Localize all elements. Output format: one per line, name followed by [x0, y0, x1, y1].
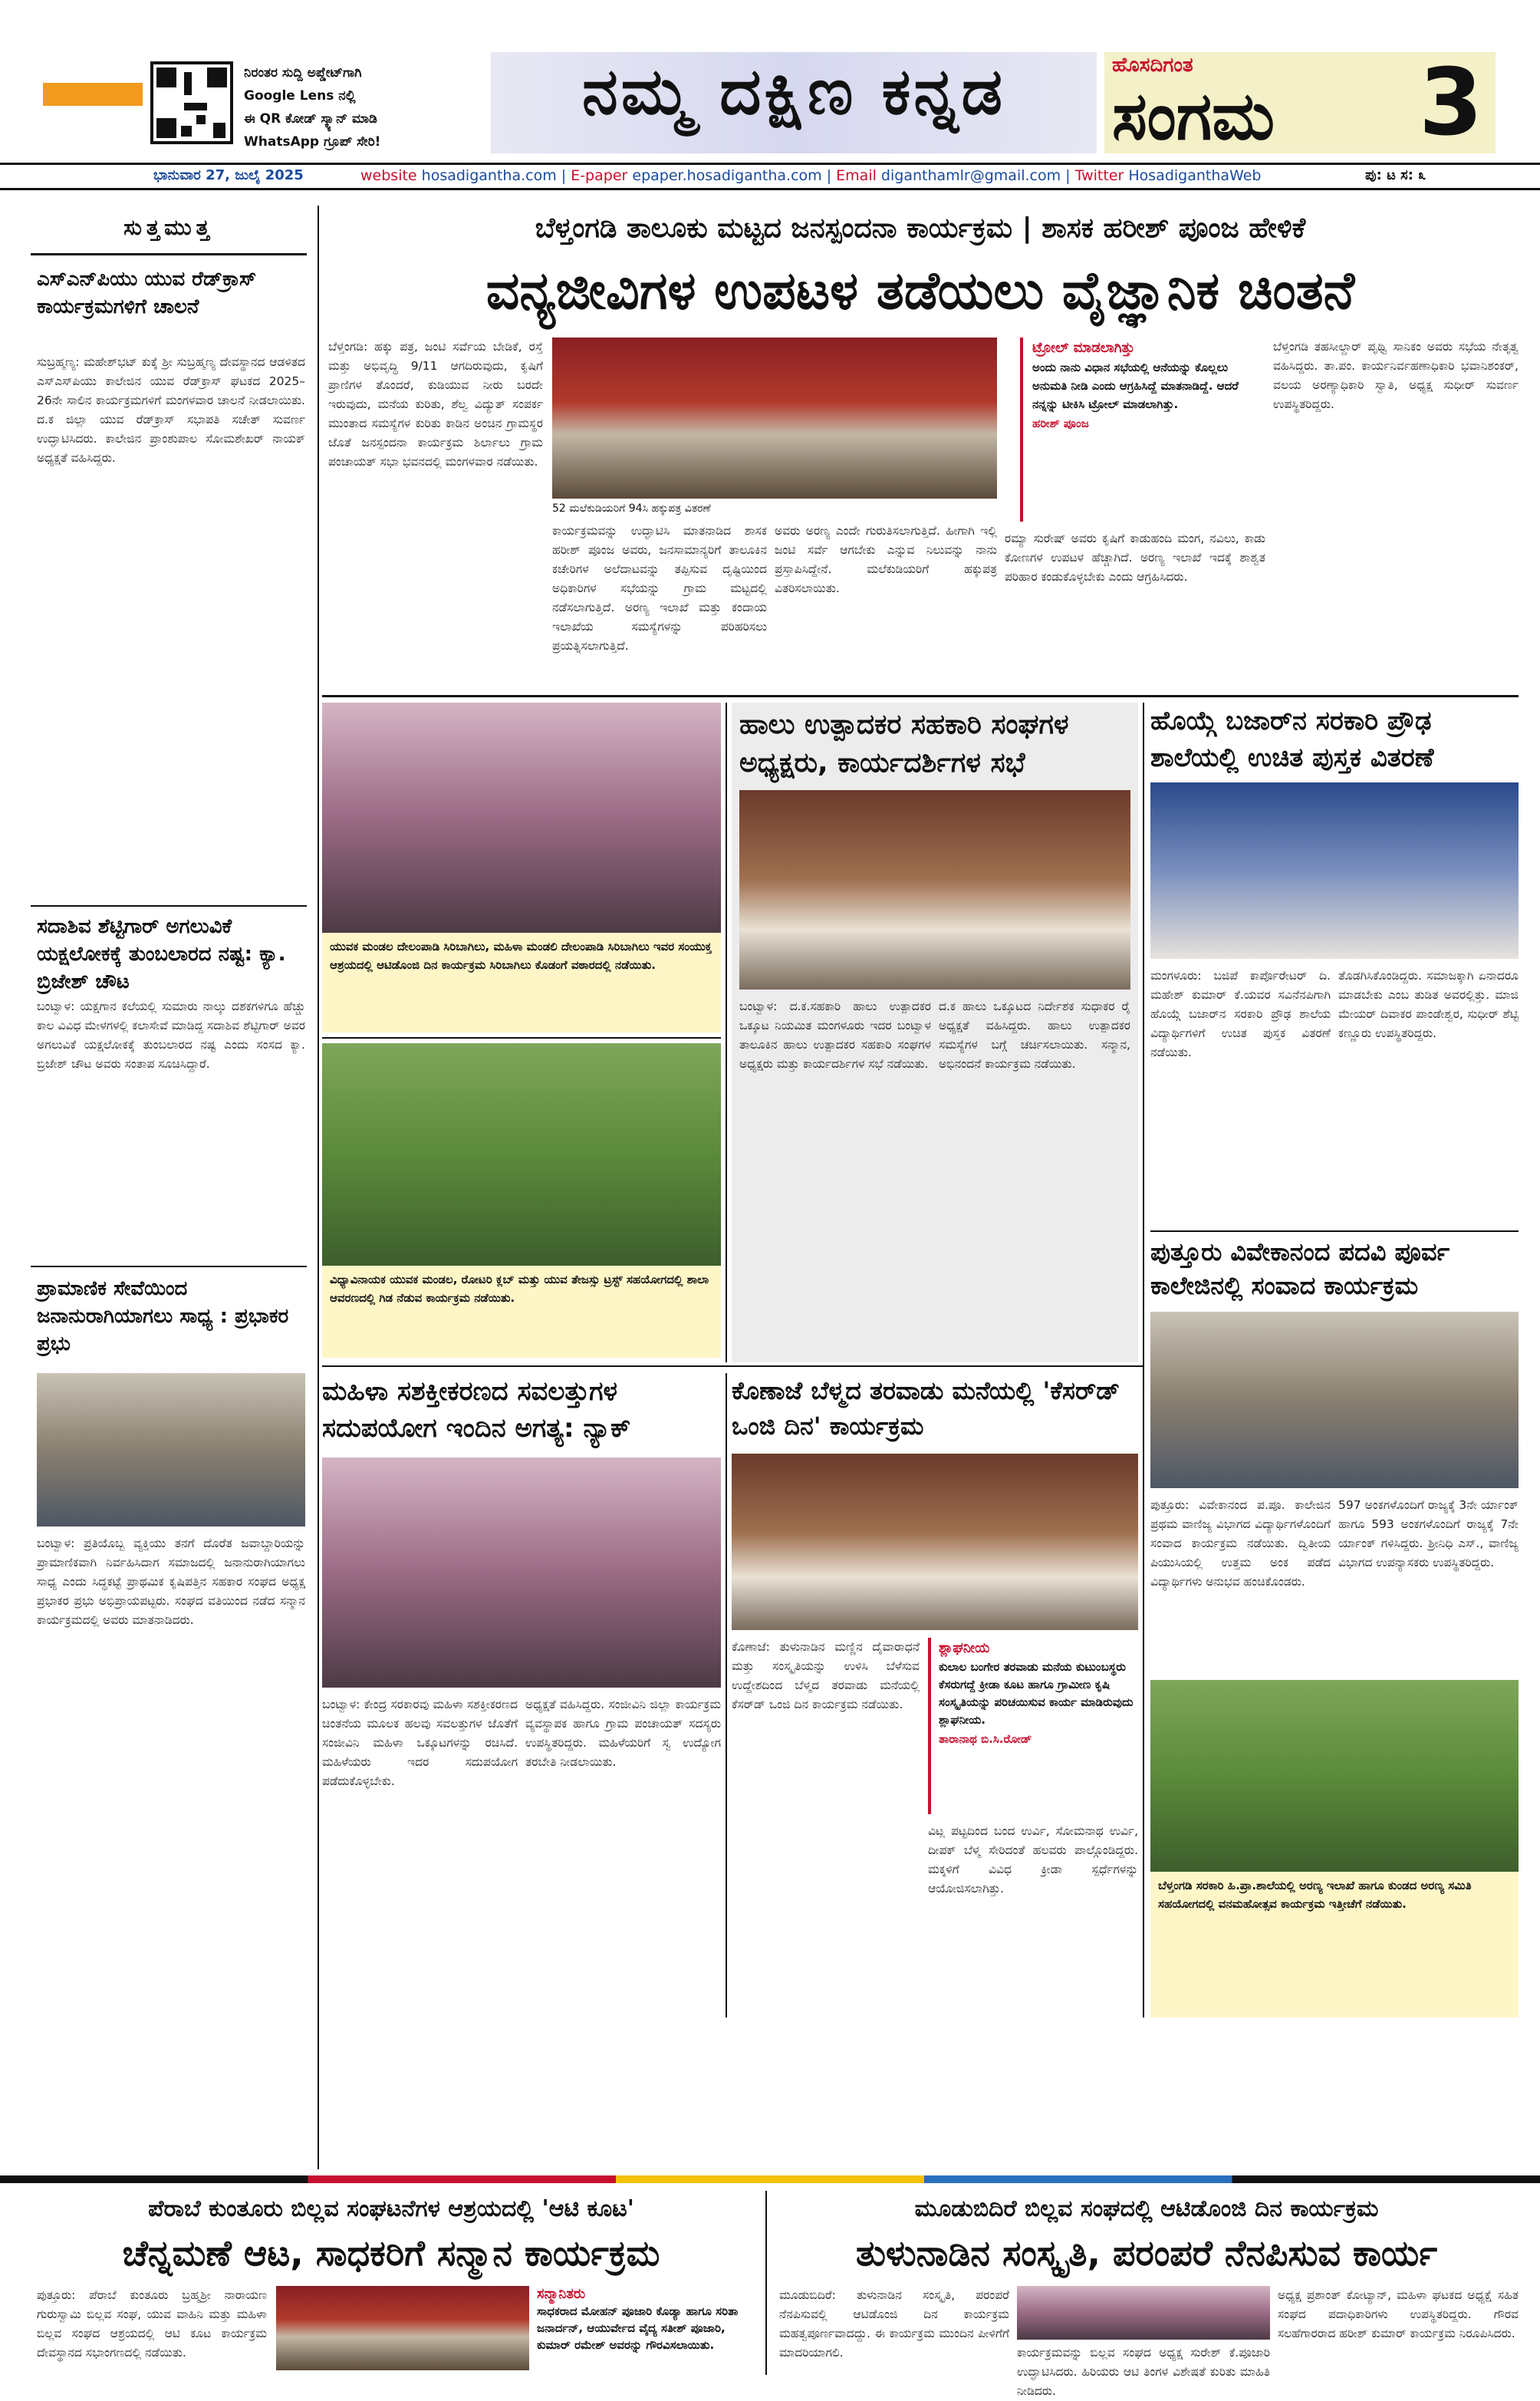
books-headline[interactable]: ಹೊಯ್ಗೆ ಬಜಾರ್‌ನ ಸರಕಾರಿ ಪ್ರೌಢ ಶಾಲೆಯಲ್ಲಿ ಉಚಿತ ಪುಸ್ತಕ ವಿತರಣೆ — [1150, 706, 1434, 773]
lead-col-2: ಕಾರ್ಯಕ್ರಮವನ್ನು ಉದ್ಘಾಟಿಸಿ ಮಾತನಾಡಿದ ಶಾಸಕ ಹರೀಶ್ ಪೂಂಜ ಅವರು, ಜನಸಾಮಾನ್ಯರಿಗೆ ತಾಲೂಕಿನ ಕಚೇರಿಗಳ ಅಲೆದಾಟವನ್ನು ತಪ್ಪಿಸುವ ದೃಷ್ಟಿಯಿಂದ ಅಧಿಕಾರಿಗಳ ಸಭೆಯನ್ನು ಗ್ರಾಮ ಮಟ್ಟದಲ್ಲಿ ನಡೆಸಲಾಗುತ್ತಿದೆ. ಅರಣ್ಯ ಇಲಾಖೆ ಮತ್ತು ಕಂದಾಯ ಇಲಾಖೆಯ ಸಮಸ್ಯೆಗಳನ್ನು ಪರಿಹರಿಸಲು ಪ್ರಯತ್ನಿಸಲಾಗುತ್ತಿದೆ. — [552, 524, 767, 653]
website-label: website — [360, 167, 417, 184]
puttur-col-2: 597 ಅಂಕಗಳೊಂದಿಗೆ ರಾಜ್ಯಕ್ಕೆ 3ನೇ ರ್ಯಾಂಕ್ ಹಾಗೂ 593 ಅಂಕಗಳೊಂದಿಗೆ ರಾಜ್ಯಕ್ಕೆ 7ನೇ ರ್ಯಾಂಕ್ ಗಳಿಸಿದ್ದರು. ಶ್ರೀನಿಧಿ ಎಸ್., ವಾಣಿಜ್ಯ ವಿಭಾಗದ ಉಪನ್ಯಾಸಕರು ಉಪಸ್ಥಿತರಿದ್ದರು. — [1338, 1498, 1519, 1569]
column-divider — [765, 2191, 767, 2375]
puttur-headline[interactable]: ಪುತ್ತೂರು ವಿವೇಕಾನಂದ ಪದವಿ ಪೂರ್ವ ಕಾಲೇಜಿನಲ್ಲಿ ಸಂವಾದ ಕಾರ್ಯಕ್ರಮ — [1150, 1237, 1450, 1300]
forest-caption: ಬೆಳ್ತಂಗಡಿ ಸರಕಾರಿ ಹಿ.ಪ್ರಾ.ಶಾಲೆಯಲ್ಲಿ ಅರಣ್ಯ ಇಲಾಖೆ ಹಾಗೂ ಕುಂಡದ ಅರಣ್ಯ ಸಮಿತಿ ಸಹಯೋಗದಲ್ಲಿ ವನಮಹೋತ್ಸವ ಕಾರ್ಯಕ್ರಮ ಇತ್ತೀಚೆಗೆ ನಡೆಯಿತು. — [1150, 1872, 1519, 2017]
email-link[interactable]: diganthamlr@gmail.com — [880, 167, 1061, 184]
contact-links: website hosadigantha.com | E-paper epaper.hosadigantha.com | Email diganthamlr@gmail.com | Twitter HosadiganthaWeb — [360, 167, 1262, 184]
sidebar-item-2-head[interactable]: ಸದಾಶಿವ ಶೆಟ್ಟಿಗಾರ್ ಅಗಲುವಿಕೆ ಯಕ್ಷಲೋಕಕ್ಕೆ ತುಂಬಲಾರದ ನಷ್ಟ: ಕ್ಯಾ. ಬ್ರಿಜೇಶ್ ಚೌಟ — [37, 915, 286, 993]
qr-line-2: Google Lens ನಲ್ಲಿ — [244, 88, 356, 104]
yuva-caption: ಯುವಕ ಮಂಡಲ ದೇಲಂಪಾಡಿ ಸಿರಿಬಾಗಿಲು, ಮಹಿಳಾ ಮಂಡಲಿ ದೇಲಂಪಾಡಿ ಸಿರಿಬಾಗಿಲು ಇವರ ಸಂಯುಕ್ತ ಆಶ್ರಯದಲ್ಲಿ ಆಟಿಡೊಂಜಿ ದಿನ ಕಾರ್ಯಕ್ರಮ ಸಿರಿಬಾಗಿಲು ಕೊಡಂಗೆ ವಠಾರದಲ್ಲಿ ನಡೆಯಿತು. — [322, 933, 721, 1033]
divider — [31, 1266, 307, 1267]
lead-col-3: ಅವರು ಅರಣ್ಯ ಎಂದೇ ಗುರುತಿಸಲಾಗುತ್ತಿದೆ. ಹೀಗಾಗಿ ಇಲ್ಲಿ ಜಂಟಿ ಸರ್ವೆ ಆಗಬೇಕು ಎನ್ನುವ ನಿಲುವನ್ನು ನಾನು ಪ್ರಸ್ತಾಪಿಸಿದ್ದೇನೆ. ಮಲೆಕುಡಿಯರಿಗೆ ಹಕ್ಕುಪತ್ರ ವಿತರಿಸಲಾಯಿತು. — [775, 524, 997, 595]
sidebar-item-1-head[interactable]: ಎಸ್‌ಎನ್‌ಪಿಯು ಯುವ ರೆಡ್‌ಕ್ರಾಸ್ ಕಾರ್ಯಕ್ರಮಗಳಿಗೆ ಚಾಲನೆ — [37, 268, 257, 318]
qr-line-3: ಈ QR ಕೋಡ್ ಸ್ಕ್ಯಾನ್ ಮಾಡಿ — [244, 111, 377, 127]
kesarde-headline[interactable]: ಕೊಣಾಜೆ ಬೆಳ್ಮದ ತರವಾಡು ಮನೆಯಲ್ಲಿ 'ಕೆಸರ್‌ಡ್ ಒಂಜಿ ದಿನ' ಕಾರ್ಯಕ್ರಮ — [732, 1376, 1120, 1441]
lead-headline[interactable]: ವನ್ಯಜೀವಿಗಳ ಉಪಟಳ ತಡೆಯಲು ವೈಜ್ಞಾನಿಕ ಚಿಂತನೆ — [485, 261, 1355, 321]
column-divider — [1143, 1235, 1144, 2017]
mahila-col-2: ಅಧ್ಯಕ್ಷತೆ ವಹಿಸಿದ್ದರು. ಸಂಜೀವಿನಿ ಜಿಲ್ಲಾ ಕಾರ್ಯಕ್ರಮ ವ್ಯವಸ್ಥಾಪಕ ಹಾಗೂ ಗ್ರಾಮ ಪಂಚಾಯತ್ ಸದಸ್ಯರು ಉಪಸ್ಥಿತರಿದ್ದರು. ಮಹಿಳೆಯರಿಗೆ ಸ್ವ ಉದ್ಯೋಗ ತರಬೇತಿ ನೀಡಲಾಯಿತು. — [525, 1698, 721, 1769]
milk-col-2: ದ.ಕ ಹಾಲು ಒಕ್ಕೂಟದ ನಿರ್ದೇಶಕ ಸುಧಾಕರ ರೈ ಅಧ್ಯಕ್ಷತೆ ವಹಿಸಿದ್ದರು. ಹಾಲು ಉತ್ಪಾದಕರ ಸಮಸ್ಯೆಗಳ ಬಗ್ಗೆ ಚರ್ಚಿಸಲಾಯಿತು. ಸನ್ಮಾನ, ಅಭಿನಂದನೆ ಕಾರ್ಯಕ್ರಮ ನಡೆಯಿತು. — [939, 1000, 1130, 1071]
masthead-title: ನಮ್ಮ ದಕ್ಷಿಣ ಕನ್ನಡ — [581, 54, 1005, 129]
color-bar — [0, 2175, 1540, 2183]
puttur-photo — [1150, 1312, 1519, 1488]
twitter-link[interactable]: HosadiganthaWeb — [1128, 167, 1262, 184]
qr-instructions — [244, 61, 466, 153]
bottom-right-headline[interactable]: ತುಳುನಾಡಿನ ಸಂಸ್ಕೃತಿ, ಪರಂಪರೆ ನೆನಪಿಸುವ ಕಾರ್ಯ — [855, 2232, 1438, 2274]
divider — [322, 1365, 1143, 1367]
kesarde-photo — [732, 1454, 1138, 1630]
kesarde-quote-text: ಕುಲಾಲ ಬಂಗೇರ ತರವಾಡು ಮನೆಯ ಕುಟುಂಬಸ್ಥರು ಕೆಸರುಗದ್ದೆ ಕ್ರೀಡಾ ಕೂಟ ಹಾಗೂ ಗ್ರಾಮೀಣ ಕೃಷಿ ಸಂಸ್ಕೃತಿಯನ್ನು ಪರಿಚಯಿಸುವ ಕಾರ್ಯ ಮಾಡಿರುವುದು ಶ್ಲಾಘನೀಯ. — [939, 1660, 1134, 1727]
lead-col-5: ಬೆಳ್ತಂಗಡಿ ತಹಸೀಲ್ದಾರ್ ಪೃಥ್ವಿ ಸಾನಿಕಂ ಅವರು ಸಭೆಯ ನೇತೃತ್ವ ವಹಿಸಿದ್ದರು. ತಾ.ಪಂ. ಕಾರ್ಯನಿರ್ವಹಣಾಧಿಕಾರಿ ಭವಾನಿಶಂಕರ್, ವಲಯ ಅರಣ್ಯಾಧಿಕಾರಿ ಸ್ವಾತಿ, ಅಧ್ಯಕ್ಷ ಸುಧೀರ್ ಸುವರ್ಣ ಉಪಸ್ಥಿತರಿದ್ದರು. — [1273, 340, 1519, 411]
section-title: ಸಂಗಮ — [1112, 78, 1275, 155]
qr-line-1: ನಿರಂತರ ಸುದ್ದಿ ಅಪ್ಡೇಟ್‌ಗಾಗಿ — [244, 65, 362, 81]
lead-quote-box — [1020, 338, 1258, 522]
milk-col-1: ಬಂಟ್ವಾಳ: ದ.ಕ.ಸಹಕಾರಿ ಹಾಲು ಉತ್ಪಾದಕರ ಒಕ್ಕೂಟ ನಿಯಮಿತ ಮಂಗಳೂರು ಇದರ ಬಂಟ್ವಾಳ ತಾಲೂಕಿನ ಹಾಲು ಉತ್ಪಾದಕರ ಸಹಕಾರಿ ಸಂಘಗಳ ಅಧ್ಯಕ್ಷರು ಮತ್ತು ಕಾರ್ಯದರ್ಶಿಗಳ ಸಭೆ ನಡೆಯಿತು. — [739, 1000, 931, 1071]
kesarde-quote-box — [928, 1638, 1138, 1814]
page-number: 3 — [1419, 50, 1483, 156]
honor-text: ಸಾಧಕರಾದ ಮೋಹನ್ ಪೂಜಾರಿ ಕೊಡ್ಯಾ ಹಾಗೂ ಸರಿತಾ ಜನಾರ್ದನ್, ಆಯುರ್ವೇದ ವೈದ್ಯ ಸತೀಶ್ ಪೂಜಾರಿ, ಕುಮಾರ್ ರಮೇಶ್ ಅವರನ್ನು ಗೌರವಿಸಲಾಯಿತು. — [537, 2304, 739, 2352]
kesarde-col-1: ಕೊಣಾಜೆ: ತುಳುನಾಡಿನ ಮಣ್ಣಿನ ದೈವಾರಾಧನೆ ಮತ್ತು ಸಂಸ್ಕೃತಿಯನ್ನು ಉಳಿಸಿ ಬೆಳೆಸುವ ಉದ್ದೇಶದಿಂದ ಬೆಳ್ಮದ ತರವಾಡು ಮನೆಯಲ್ಲಿ ಕೆಸರ್‌ಡ್ ಒಂಜಿ ದಿನ ಕಾರ್ಯಕ್ರಮ ನಡೆಯಿತು. — [732, 1640, 920, 1711]
bottom-left-col-1: ಪುತ್ತೂರು: ಪೆರಾಬೆ ಕುಂತೂರು ಬ್ರಹ್ಮಶ್ರೀ ನಾರಾಯಣ ಗುರುಸ್ವಾಮಿ ಬಿಲ್ಲವ ಸಂಘ, ಯುವ ವಾಹಿನಿ ಮತ್ತು ಮಹಿಳಾ ಬಿಲ್ಲವ ಸಂಘದ ಆಶ್ರಯದಲ್ಲಿ ಆಟಿ ಕೂಟ ಕಾರ್ಯಕ್ರಮ ದೇವಸ್ಥಾನದ ಸಭಾಂಗಣದಲ್ಲಿ ನಡೆಯಿತು. — [37, 2288, 267, 2360]
bottom-right-col-3: ಅಧ್ಯಕ್ಷ ಪ್ರಶಾಂತ್ ಕೋಟ್ಯಾನ್, ಮಹಿಳಾ ಘಟಕದ ಅಧ್ಯಕ್ಷೆ ಸಹಿತ ಸಂಘದ ಪದಾಧಿಕಾರಿಗಳು ಉಪಸ್ಥಿತರಿದ್ದರು. ಗೌರವ ಸಲಹೆಗಾರರಾದ ಹರೀಶ್ ಕುಮಾರ್ ಕಾರ್ಯಕ್ರಮ ನಿರೂಪಿಸಿದರು. — [1278, 2288, 1519, 2340]
bottom-left-kicker: ಪೆರಾಬೆ ಕುಂತೂರು ಬಿಲ್ಲವ ಸಂಘಟನೆಗಳ ಆಶ್ರಯದಲ್ಲಿ 'ಆಟಿ ಕೂಟ' — [148, 2195, 634, 2222]
brand-logo: ಹೊಸದಿಗಂತ — [1112, 54, 1193, 77]
lead-kicker: ಬೆಳ್ತಂಗಡಿ ತಾಲೂಕು ಮಟ್ಟದ ಜನಸ್ಪಂದನಾ ಕಾರ್ಯಕ್ರಮ | ಶಾಸಕ ಹರೀಶ್ ಪೂಂಜ ಹೇಳಿಕೆ — [535, 212, 1306, 244]
page-id: ಪು: ಟ ಸ: ೩ — [1365, 167, 1426, 183]
lead-col-4: ರಮ್ಯಾ ಸುರೇಷ್ ಅವರು ಕೃಷಿಗೆ ಕಾಡುಹಂದಿ ಮಂಗ, ನವಿಲು, ಕಾಡು ಕೋಣಗಳ ಉಪಟಳ ಹೆಚ್ಚಾಗಿದೆ. ಅರಣ್ಯ ಇಲಾಖೆ ಇದಕ್ಕೆ ಶಾಶ್ವತ ಪರಿಹಾರ ಕಂಡುಕೊಳ್ಳಬೇಕು ಎಂದು ಆಗ್ರಹಿಸಿದರು. — [1005, 532, 1265, 584]
sidebar-item-1-body: ಸುಬ್ರಹ್ಮಣ್ಯ: ಮಹೇಶ್‌ಭಟ್ ಕುಕ್ಕೆ ಶ್ರೀ ಸುಬ್ರಹ್ಮಣ್ಯ ದೇವಸ್ಥಾನದ ಆಡಳಿತದ ಎಸ್‌ಎಸ್‌ಪಿಯು ಕಾಲೇಜಿನ ಯುವ ರೆಡ್‌ಕ್ರಾಸ್ ಘಟಕದ 2025–26ನೇ ಸಾಲಿನ ಕಾರ್ಯಕ್ರಮಗಳಿಗೆ ಮಂಗಳವಾರ ಚಾಲನೆ ನೀಡಲಾಯಿತು. ದ.ಕ ಜಿಲ್ಲಾ ಯುವ ರೆಡ್‌ಕ್ರಾಸ್ ಸಭಾಪತಿ ಸಚೇತ್ ಸುವರ್ಣ ಉದ್ಘಾಟಿಸಿದರು. ಕಾಲೇಜಿನ ಪ್ರಾಂಶುಪಾಲ ಸೋಮಶೇಖರ್ ನಾಯಕ್ ಅಧ್ಯಕ್ಷತೆ ವಹಿಸಿದ್ದರು. — [37, 355, 305, 465]
divider — [322, 695, 1519, 697]
website-link[interactable]: hosadigantha.com — [421, 167, 557, 184]
kesarde-quote-head: ಶ್ಲಾಘನೀಯ — [939, 1640, 990, 1656]
epaper-link[interactable]: epaper.hosadigantha.com — [632, 167, 822, 184]
bottom-right-col-1: ಮೂಡುಬಿದಿರೆ: ತುಳುನಾಡಿನ ಸಂಸ್ಕೃತಿ, ಪರಂಪರೆ ನೆನಪಿಸುವಲ್ಲಿ ಆಟಿಡೊಂಜಿ ದಿನ ಕಾರ್ಯಕ್ರಮ ಮಹತ್ವಪೂರ್ಣವಾದದ್ದು. ಈ ಕಾರ್ಯಕ್ರಮ ಮುಂದಿನ ಪೀಳಿಗೆಗೆ ಮಾದರಿಯಾಗಲಿ. — [779, 2288, 1009, 2360]
milk-headline[interactable]: ಹಾಲು ಉತ್ಪಾದಕರ ಸಹಕಾರಿ ಸಂಘಗಳ ಅಧ್ಯಕ್ಷರು, ಕಾರ್ಯದರ್ಶಿಗಳ ಸಭೆ — [739, 709, 1069, 779]
sidebar-item-3-body: ಬಂಟ್ವಾಳ: ಪ್ರತಿಯೊಬ್ಬ ವ್ಯಕ್ತಿಯು ತನಗೆ ದೊರೆತ ಜವಾಬ್ದಾರಿಯನ್ನು ಪ್ರಾಮಾಣಿಕವಾಗಿ ನಿರ್ವಹಿಸಿದಾಗ ಸಮಾಜದಲ್ಲಿ ಜನಾನುರಾಗಿಯಾಗಲು ಸಾಧ್ಯ ಎಂದು ಸಿದ್ಧಕಟ್ಟೆ ಪ್ರಾಥಮಿಕ ಕೃಷಿಪತ್ತಿನ ಸಹಕಾರ ಸಂಘದ ಅಧ್ಯಕ್ಷ ಪ್ರಭಾಕರ ಪ್ರಭು ಅಭಿಪ್ರಾಯಪಟ್ಟರು. ಸಂಘದ ವತಿಯಿಂದ ನಡೆದ ಸನ್ಮಾನ ಕಾರ್ಯಕ್ರಮದಲ್ಲಿ ಅವರು ಮಾತನಾಡಿದರು. — [37, 1536, 305, 1627]
bottom-right-photo — [1017, 2286, 1270, 2340]
divider — [31, 905, 307, 907]
tree-planting-photo — [322, 1043, 721, 1266]
forest-photo — [1150, 1680, 1519, 1872]
puttur-col-1: ಪುತ್ತೂರು: ವಿವೇಕಾನಂದ ಪ.ಪೂ. ಕಾಲೇಜಿನ ಪ್ರಥಮ ವಾಣಿಜ್ಯ ವಿಭಾಗದ ವಿದ್ಯಾರ್ಥಿಗಳೊಂದಿಗೆ ಸಂವಾದ ಕಾರ್ಯಕ್ರಮ ನಡೆಯಿತು. ದ್ವಿತೀಯ ಪಿಯುಸಿಯಲ್ಲಿ ಉತ್ತಮ ಅಂಕ ಪಡೆದ ವಿದ್ಯಾರ್ಥಿಗಳು ಅನುಭವ ಹಂಚಿಕೊಂಡರು. — [1150, 1498, 1331, 1589]
mahila-photo — [322, 1457, 721, 1688]
yuva-photo — [322, 703, 721, 933]
bottom-left-photo — [276, 2286, 529, 2370]
qr-code-icon[interactable] — [150, 61, 233, 144]
kesarde-quote-author: ತಾರಾನಾಥ ಬಿ.ಸಿ.ರೋಡ್ — [939, 1732, 1032, 1746]
books-col-2: ತೊಡಗಿಸಿಕೊಂಡಿದ್ದರು. ಸಮಾಜಕ್ಕಾಗಿ ಏನಾದರೂ ಮಾಡಬೇಕು ಎಂಬ ತುಡಿತ ಅವರಲ್ಲಿತ್ತು. ಮಾಜಿ ಮೇಯರ್ ದಿವಾಕರ ಪಾಂಡೇಶ್ವರ, ಸುಧೀರ್ ಶೆಟ್ಟಿ ಕಣ್ಣೂರು ಉಪಸ್ಥಿತರಿದ್ದರು. — [1338, 969, 1519, 1040]
mahila-headline[interactable]: ಮಹಿಳಾ ಸಶಕ್ತೀಕರಣದ ಸವಲತ್ತುಗಳ ಸದುಪಯೋಗ ಇಂದಿನ ಅಗತ್ಯ: ನ್ಯಾಕ್ — [322, 1376, 631, 1444]
books-photo — [1150, 782, 1519, 959]
twitter-label: Twitter — [1074, 167, 1124, 184]
lead-quote-text: ಅಂದು ನಾನು ವಿಧಾನ ಸಭೆಯಲ್ಲಿ ಆನೆಯನ್ನು ಕೊಲ್ಲಲು ಅನುಮತಿ ನೀಡಿ ಎಂದು ಆಗ್ರಹಿಸಿದ್ದೆ ಮಾತನಾಡಿದ್ದೆ. ಆದರೆ ನನ್ನನ್ನು ಟೀಕಿಸಿ ಟ್ರೋಲ್ ಮಾಡಲಾಗಿತ್ತು. — [1032, 361, 1239, 411]
column-divider — [726, 1373, 727, 2017]
sidebar-photo — [37, 1373, 305, 1527]
bottom-right-col-2: ಕಾರ್ಯಕ್ರಮವನ್ನು ಬಿಲ್ಲವ ಸಂಘದ ಅಧ್ಯಕ್ಷ ಸುರೇಶ್ ಕೆ.ಪೂಜಾರಿ ಉದ್ಘಾಟಿಸಿದರು. ಹಿರಿಯರು ಆಟಿ ತಿಂಗಳ ವಿಶೇಷತೆ ಕುರಿತು ಮಾಹಿತಿ ನೀಡಿದರು. — [1017, 2346, 1270, 2398]
column-divider — [726, 703, 727, 1362]
kesarde-col-2: ವಿಟ್ಲ ಪಟ್ಟದಿಂದ ಬಂದ ಉರ್ವಿ, ಸೋಮನಾಥ ಉರ್ವಿ, ದೀಪಕ್ ಬೆಳ್ಮ ಸೇರಿದಂತೆ ಹಲವರು ಪಾಲ್ಗೊಂಡಿದ್ದರು. ಮಕ್ಕಳಿಗೆ ವಿವಿಧ ಕ್ರೀಡಾ ಸ್ಪರ್ಧೆಗಳನ್ನು ಆಯೋಜಿಸಲಾಗಿತ್ತು. — [928, 1824, 1138, 1895]
bottom-left-headline[interactable]: ಚೆನ್ನಮಣೆ ಆಟ, ಸಾಧಕರಿಗೆ ಸನ್ಮಾನ ಕಾರ್ಯಕ್ರಮ — [122, 2232, 660, 2274]
header-accent-bar — [43, 83, 143, 106]
mahila-col-1: ಬಂಟ್ವಾಳ: ಕೇಂದ್ರ ಸರಕಾರವು ಮಹಿಳಾ ಸಶಕ್ತೀಕರಣದ ಚಿಂತನೆಯ ಮೂಲಕ ಹಲವು ಸವಲತ್ತುಗಳ ಜೊತೆಗೆ ಸಂಜೀವಿನಿ ಮಹಿಳಾ ಒಕ್ಕೂಟಗಳನ್ನು ರಚಿಸಿದೆ. ಮಹಿಳೆಯರು ಇದರ ಸದುಪಯೋಗ ಪಡೆದುಕೊಳ್ಳಬೇಕು. — [322, 1698, 518, 1788]
lead-col-1: ಬೆಳ್ತಂಗಡಿ: ಹಕ್ಕು ಪತ್ರ, ಜಂಟಿ ಸರ್ವೆಯ ಬೇಡಿಕೆ, ರಸ್ತೆ ಮತ್ತು ಅಭಿವೃದ್ಧಿ 9/11 ಆಗದಿರುವುದು, ಕೃಷಿಗೆ ಪ್ರಾಣಿಗಳ ತೊಂದರೆ, ಕುಡಿಯುವ ನೀರು ಬರದೇ ಇರುವುದು, ಮನೆಯ ಕುರಿತು, ಶೆಲ್ವ ವಿದ್ಯುತ್ ಸಂಪರ್ಕ ಮುಂತಾದ ಸಮಸ್ಯೆಗಳ ಕುರಿತು ಕಾಡಿನ ಅಂಚಿನ ಗ್ರಾಮಸ್ಥರ ಜೊತೆ ಜನಸ್ಪಂದನಾ ಕಾರ್ಯಕ್ರಮ ಶಿರ್ಲಾಲು ಗ್ರಾಮ ಪಂಚಾಯತ್ ಸಭಾ ಭವನದಲ್ಲಿ ಮಂಗಳವಾರ ನಡೆಯಿತು. — [328, 340, 543, 469]
honor-box — [537, 2286, 752, 2370]
sidebar-item-3-head[interactable]: ಪ್ರಾಮಾಣಿಕ ಸೇವೆಯಿಂದ ಜನಾನುರಾಗಿಯಾಗಲು ಸಾಧ್ಯ : ಪ್ರಭಾಕರ ಪ್ರಭು — [37, 1277, 289, 1355]
sidebar-item-2-body: ಬಂಟ್ವಾಳ: ಯಕ್ಷಗಾನ ಕಲೆಯಲ್ಲಿ ಸುಮಾರು ನಾಲ್ಕು ದಶಕಗಳಿಗೂ ಹೆಚ್ಚು ಕಾಲ ವಿವಿಧ ಮೇಳಗಳಲ್ಲಿ ಕಲಾಸೇವೆ ಮಾಡಿದ್ದ ಸದಾಶಿವ ಶೆಟ್ಟಿಗಾರ್ ಅವರ ಅಗಲುವಿಕೆ ಯಕ್ಷಲೋಕಕ್ಕೆ ತುಂಬಲಾರದ ನಷ್ಟ ಎಂದು ಸಂಸದ ಕ್ಯಾ. ಬ್ರಿಜೇಶ್ ಚೌಟ ಅವರು ಸಂತಾಪ ಸೂಚಿಸಿದ್ದಾರೆ. — [37, 1000, 305, 1071]
epaper-label: E-paper — [571, 167, 628, 184]
lead-quote-author: ಹರೀಶ್ ಪೂಂಜ — [1032, 417, 1089, 430]
lead-quote-head: ಟ್ರೋಲ್ ಮಾಡಲಾಗಿತ್ತು — [1032, 340, 1135, 356]
books-col-1: ಮಂಗಳೂರು: ಬಜಿಪೆ ಕಾರ್ಪೊರೇಟರ್ ದಿ. ಮಹೇಶ್ ಕುಮಾರ್ ಕೆ.ಯವರ ಸವಿನೆನಪಿಗಾಗಿ ಹೊಯ್ಗೆ ಬಜಾರ್‌ನ ಸರಕಾರಿ ಪ್ರೌಢ ಶಾಲೆಯ ವಿದ್ಯಾರ್ಥಿಗಳಿಗೆ ಉಚಿತ ಪುಸ್ತಕ ವಿತರಣೆ ನಡೆಯಿತು. — [1150, 969, 1331, 1059]
email-label: Email — [836, 167, 877, 184]
issue-date: ಭಾನುವಾರ 27, ಜುಲೈ 2025 — [153, 167, 304, 183]
tree-planting-caption: ವಿಧ್ಯಾವಿನಾಯಕ ಯುವಕ ಮಂಡಲ, ರೋಟರಿ ಕ್ಲಬ್ ಮತ್ತು ಯುವ ತೇಜಸ್ಸು ಟ್ರಸ್ಟ್ ಸಹಯೋಗದಲ್ಲಿ ಶಾಲಾ ಆವರಣದಲ್ಲಿ ಗಿಡ ನೆಡುವ ಕಾರ್ಯಕ್ರಮ ನಡೆಯಿತು. — [322, 1266, 721, 1358]
honor-head: ಸನ್ಮಾನಿತರು — [537, 2286, 586, 2302]
divider — [322, 1037, 721, 1039]
qr-line-4: WhatsApp ಗ್ರೂಪ್ ಸೇರಿ! — [244, 134, 381, 150]
sidebar-rule — [31, 253, 307, 255]
lead-photo — [552, 338, 997, 499]
milk-photo — [739, 790, 1130, 990]
sidebar-title: ಸುತ್ತಮುತ್ತ — [123, 215, 214, 240]
column-divider — [318, 206, 319, 2169]
divider — [1150, 1230, 1519, 1232]
bottom-right-kicker: ಮೂಡುಬಿದಿರೆ ಬಿಲ್ಲವ ಸಂಘದಲ್ಲಿ ಆಟಿಡೊಂಜಿ ದಿನ ಕಾರ್ಯಕ್ರಮ — [914, 2195, 1379, 2222]
lead-photo-caption: 52 ಮಲೆಕುಡಿಯರಿಗೆ 94ಸಿ ಹಕ್ಕುಪತ್ರ ವಿತರಣೆ — [552, 502, 711, 515]
